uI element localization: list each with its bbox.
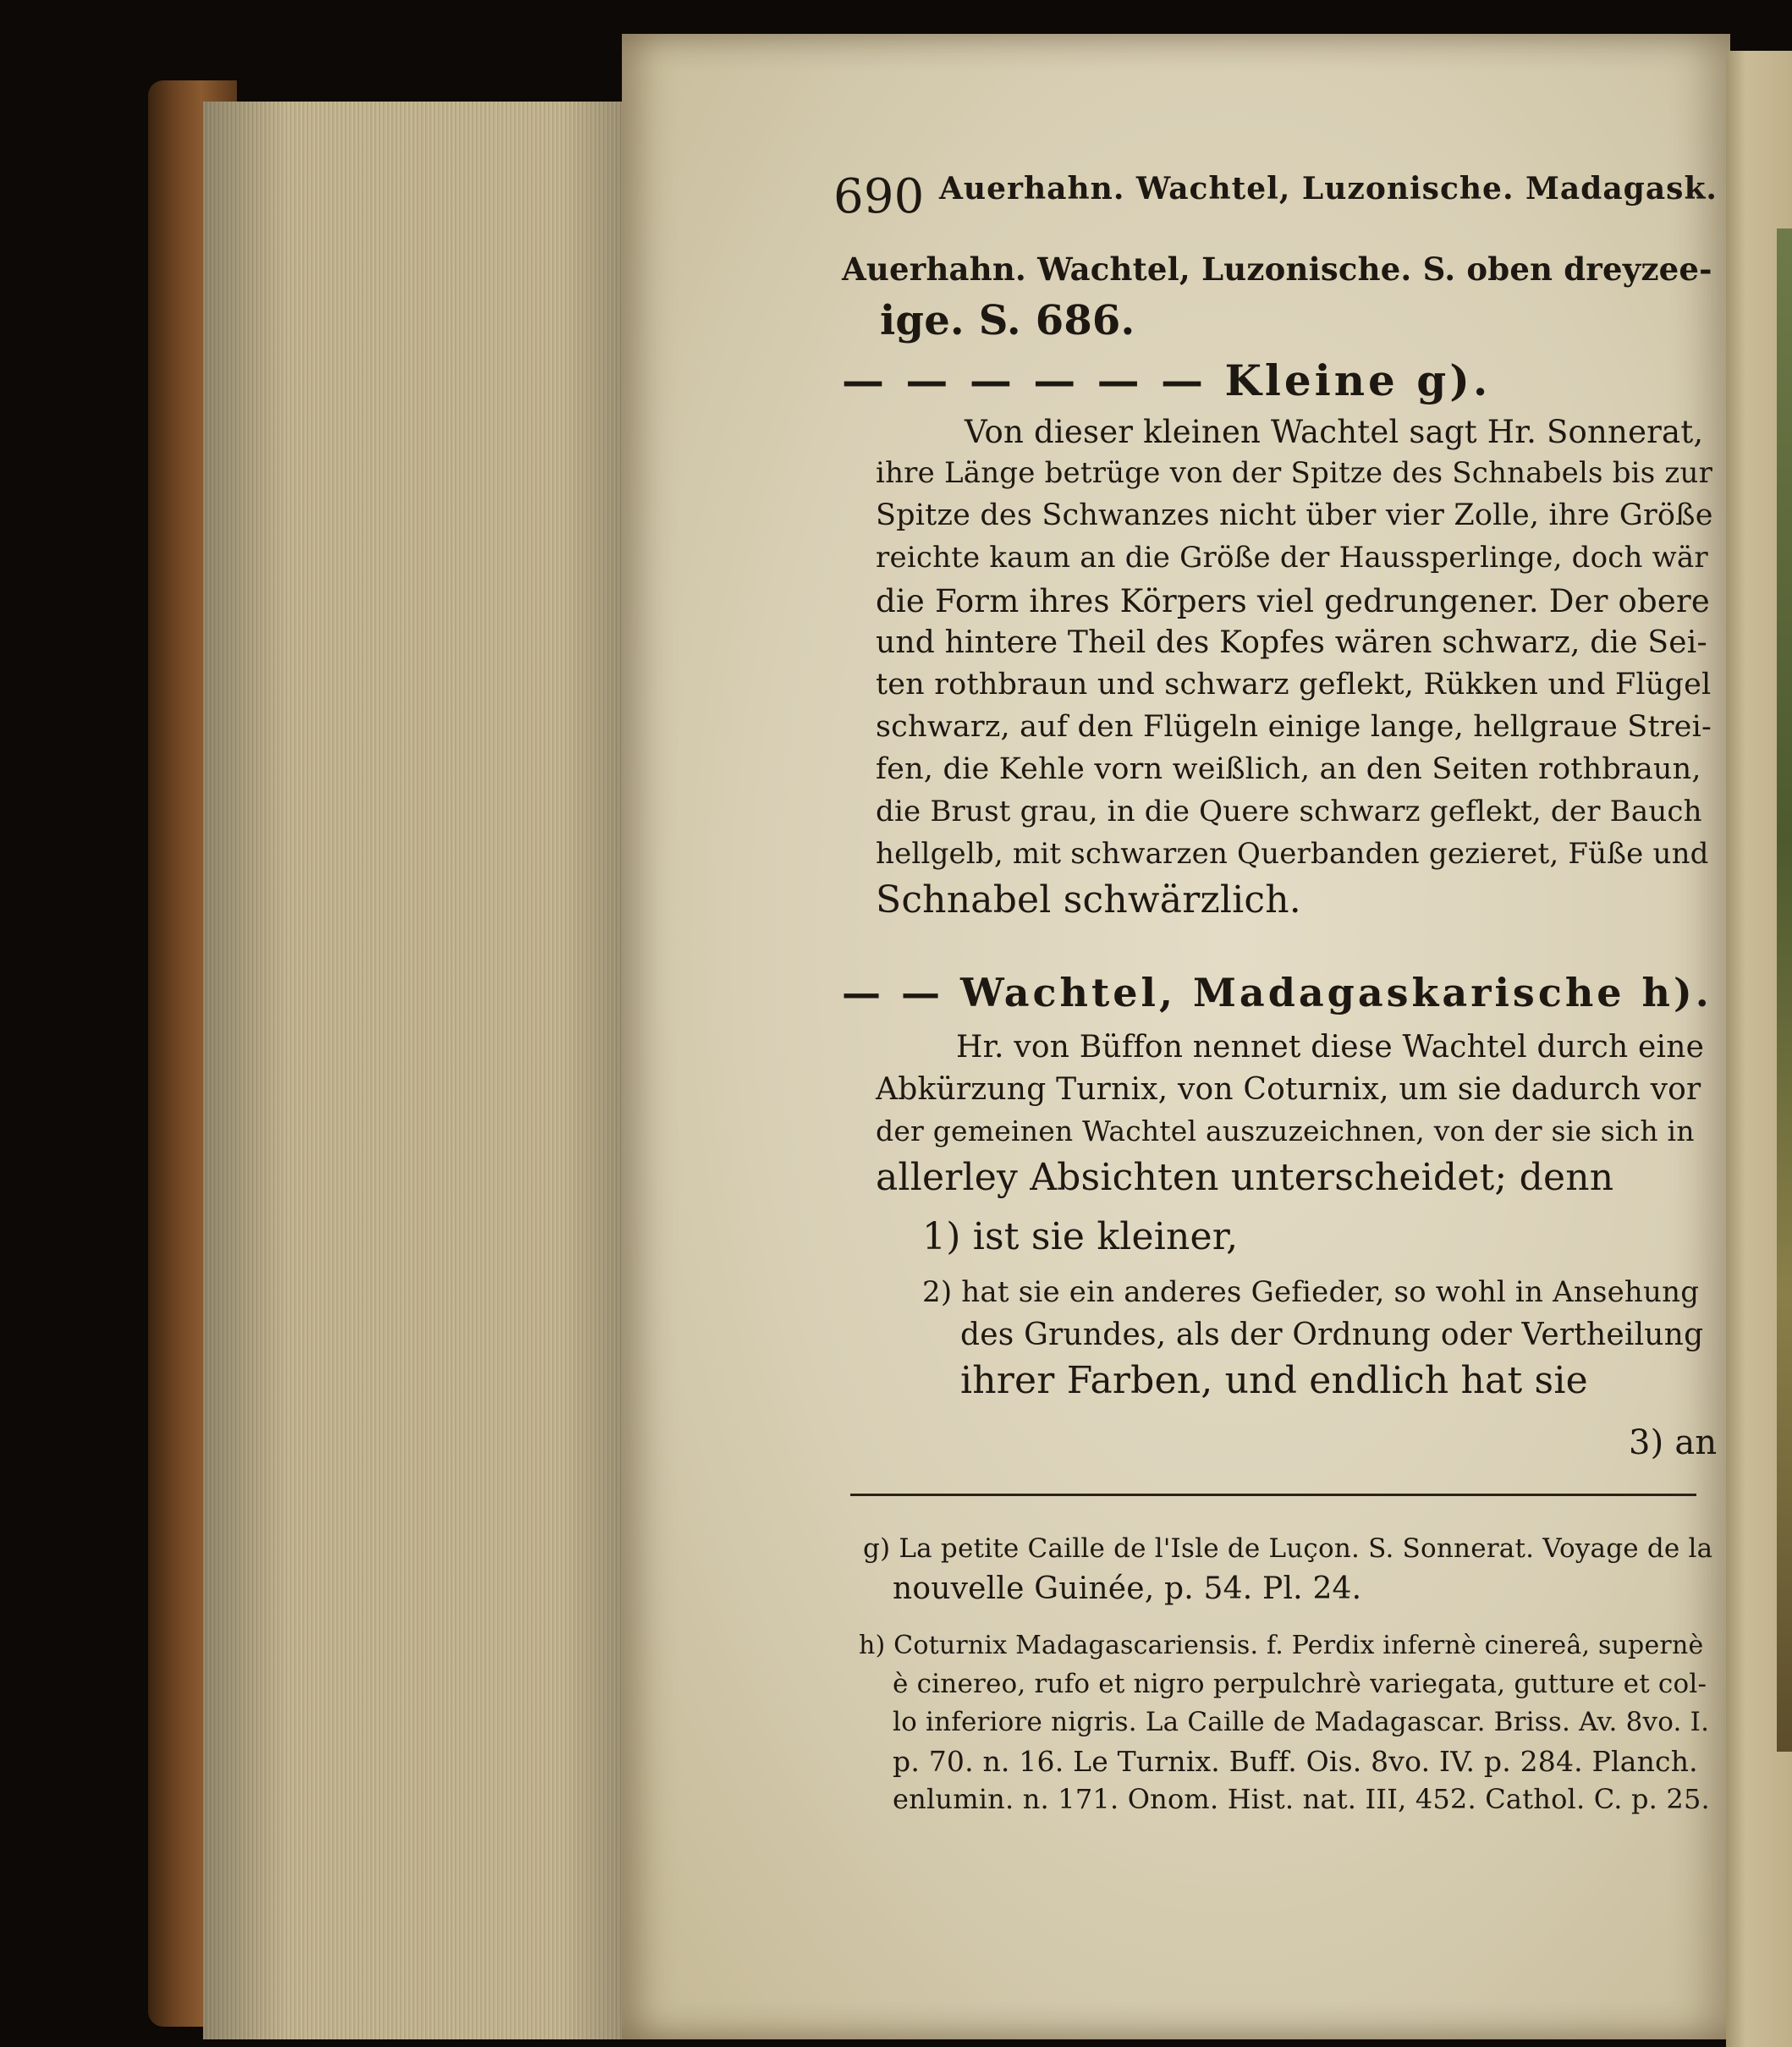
entry-title: Auerhahn. Wachtel, Luzonische. S. oben dreyzee- [842,250,1712,288]
body-line: reichte kaum an die Größe der Haussperlinge, doch wär [876,541,1708,575]
page-number: 690 [833,169,925,224]
running-head: Auerhahn. Wachtel, Luzonische. Madagask. [939,171,1718,206]
subentry-heading-kleine: — — — — — — Kleine g). [842,355,1492,405]
body-line: Hr. von Büffon nennet diese Wachtel durch eine [956,1030,1705,1065]
page-block-shadow [203,102,626,2039]
footnote-h-line: p. 70. n. 16. Le Turnix. Buff. Ois. 8vo. IV. p. 284. Planch. [893,1745,1698,1778]
body-line: der gemeinen Wachtel auszuzeichnen, von der sie sich in [876,1114,1695,1147]
footnote-rule [850,1494,1696,1496]
body-line: schwarz, auf den Flügeln einige lange, hellgraue Strei- [876,710,1712,744]
facing-plate-illustration [1777,228,1792,1752]
body-line: allerley Absichten unterscheidet; denn [876,1156,1614,1199]
body-line: die Brust grau, in die Quere schwarz geflekt, der Bauch [876,795,1702,828]
body-line: hellgelb, mit schwarzen Querbanden gezieret, Füße und [876,837,1709,871]
footnote-h-line: h) Coturnix Madagascariensis. f. Perdix infernè cinereâ, supernè [859,1631,1704,1660]
body-line: die Form ihres Körpers viel gedrungener. Der obere [876,583,1711,619]
footnote-g-line: g) La petite Caille de l'Isle de Luçon. S. Sonnerat. Voyage de la [863,1533,1713,1564]
body-line: ihre Länge betrüge von der Spitze des Schnabels bis zur [876,456,1713,490]
list-item: ihrer Farben, und endlich hat sie [960,1359,1588,1402]
list-item: des Grundes, als der Ordnung oder Vertheilung [960,1318,1704,1352]
subentry-heading-madagaskarische: — — Wachtel, Madagaskarische h). [842,970,1712,1015]
footnote-h-line: lo inferiore nigris. La Caille de Madagascar. Briss. Av. 8vo. I. [893,1707,1710,1737]
body-line: Schnabel schwärzlich. [876,878,1301,922]
list-item: 2) hat sie ein anderes Gefieder, so wohl in Ansehung [922,1275,1700,1309]
entry-title-continued: ige. S. 686. [880,297,1135,344]
body-line: und hintere Theil des Kopfes wären schwarz, die Sei- [876,625,1707,660]
footnote-h-line: enlumin. n. 171. Onom. Hist. nat. III, 452. Cathol. C. p. 25. [893,1783,1710,1815]
body-line: Von dieser kleinen Wachtel sagt Hr. Sonnerat, [965,414,1704,450]
body-line: fen, die Kehle vorn weißlich, an den Seiten rothbraun, [876,752,1701,786]
footnote-h-line: è cinereo, rufo et nigro perpulchrè variegata, gutture et col- [893,1669,1707,1699]
body-line: Abkürzung Turnix, von Coturnix, um sie dadurch vor [876,1072,1701,1107]
footnote-g-line: nouvelle Guinée, p. 54. Pl. 24. [893,1571,1362,1606]
body-line: ten rothbraun und schwarz geflekt, Rükken und Flügel [876,668,1712,702]
body-line: Spitze des Schwanzes nicht über vier Zolle, ihre Größe [876,498,1713,532]
catchword: 3) an [1629,1423,1718,1462]
list-item: 1) ist sie kleiner, [922,1215,1239,1258]
